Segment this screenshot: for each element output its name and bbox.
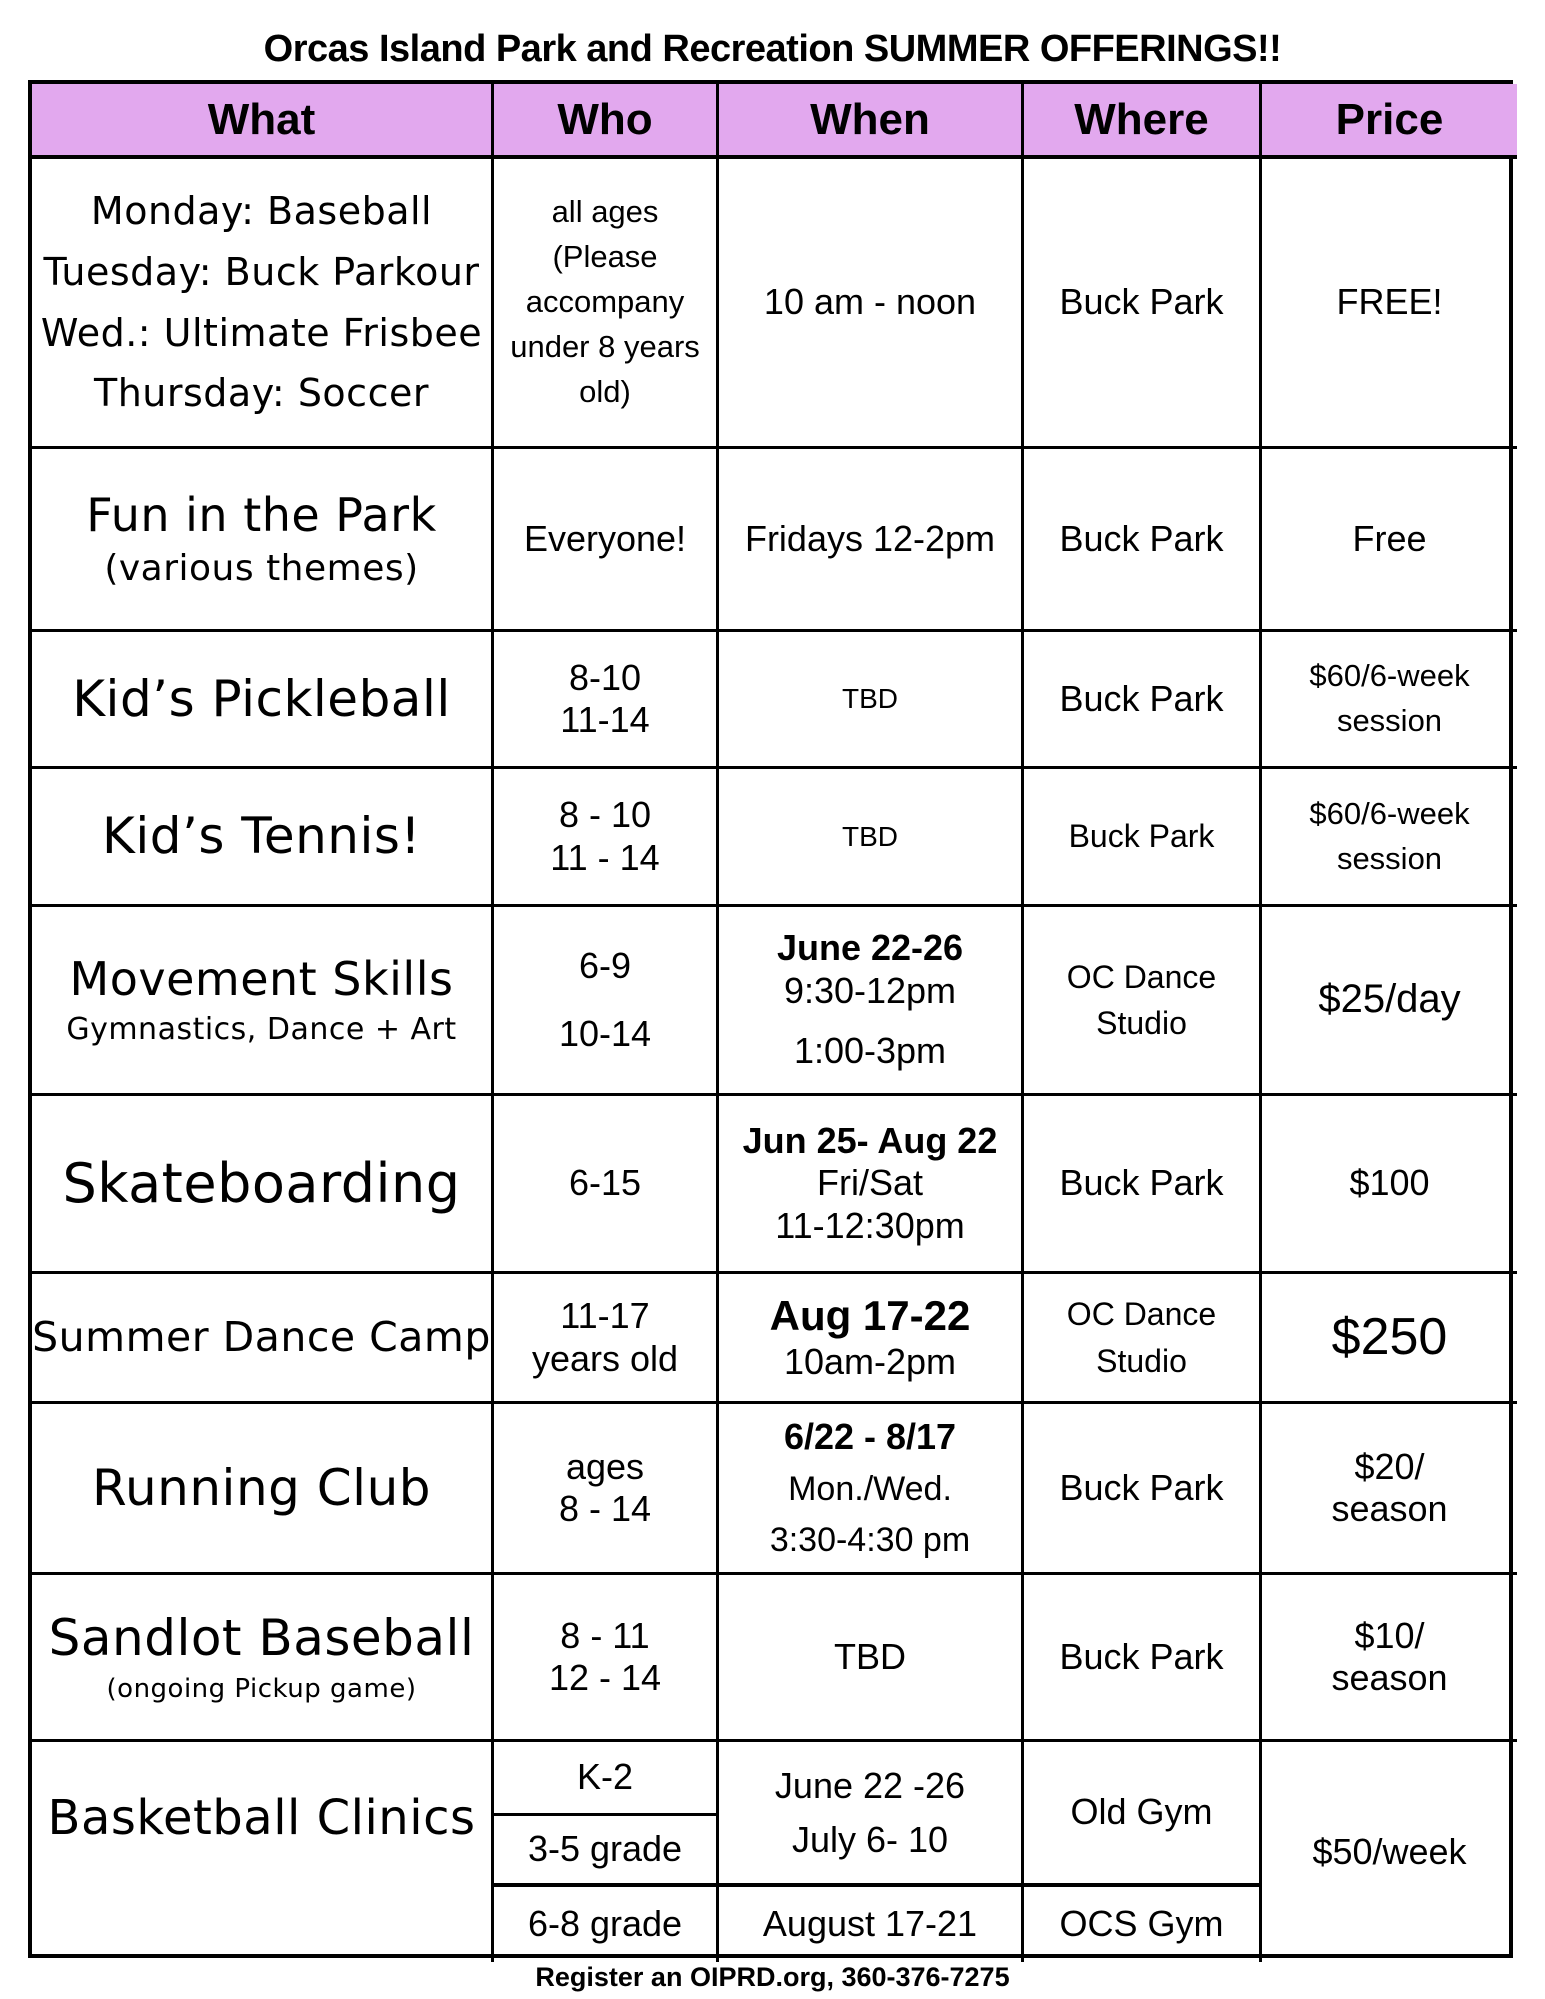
who-cell [494,907,719,1096]
price-line: $250 [1331,1307,1448,1366]
column-header-what: What [32,84,494,159]
where-line: OC Dance [1066,958,1217,995]
who-line: under 8 years [510,328,700,364]
table-row-weekly-sports-what [32,159,494,449]
table-row-dance-camp-what [32,1274,494,1404]
activity-name: Kid’s Pickleball [72,669,451,728]
price-cell [1262,632,1517,769]
when-line: TBD [842,820,898,852]
who-line: 11-17 [560,1295,650,1337]
offerings-table [28,80,1513,1958]
price-cell [1262,907,1517,1096]
activity-name: Fun in the Park [86,487,437,542]
where-cell: Buck Park [1024,1404,1262,1575]
who-cell [494,449,719,632]
where-line: OC Dance [1066,1296,1217,1333]
activity-name: Kid’s Tennis! [102,807,421,865]
price-line: $25/day [1318,977,1461,1022]
price-line: season [1331,1488,1448,1529]
who-cell-6-8: 6-8 grade [494,1887,719,1962]
price-line: Free [1352,517,1427,559]
where-cell [1024,907,1262,1096]
where-cell: Buck Park [1024,769,1262,907]
where-cell: Buck Park [1024,1575,1262,1742]
table-row-basketball-what [32,1742,494,1962]
when-cell [719,1742,1024,1887]
where-cell: Old Gym [1024,1742,1262,1887]
when-cell [719,769,1024,907]
who-cell [494,1404,719,1575]
who-line: old) [579,373,631,409]
price-line: $60/6-week [1309,658,1470,694]
where-cell: Buck Park [1024,632,1262,769]
table-row-sandlot-what [32,1575,494,1742]
who-line: years old [531,1337,679,1379]
who-cell [494,1274,719,1404]
when-cell: August 17-21 [719,1887,1024,1962]
column-header-price: Price [1262,84,1517,159]
who-line: 12 - 14 [548,1657,662,1698]
column-header-where: Where [1024,84,1262,159]
when-line: TBD [842,683,898,715]
when-cell [719,907,1024,1096]
price-line: $60/6-week [1309,795,1470,831]
price-cell: $50/week [1312,1830,1467,1872]
page-title: Orcas Island Park and Recreation SUMMER OFFERINGS!! [263,28,1282,70]
who-line: Everyone! [523,517,687,559]
who-cell [494,159,719,449]
price-cell [1262,1274,1517,1404]
when-line: June 22 -26 [774,1764,966,1806]
table-row-movement-skills-what [32,907,494,1096]
when-cell [719,449,1024,632]
price-line: $20/ [1354,1445,1425,1487]
who-line: 11-14 [560,699,650,740]
who-line: 10-14 [558,1013,652,1054]
table-row-running-club-what [32,1404,494,1575]
where-cell [1024,1274,1262,1404]
where-cell: Buck Park [1024,1096,1262,1274]
activity-name: Sandlot Baseball [48,1609,475,1668]
column-header-who: Who [494,84,719,159]
who-cell [494,1575,719,1742]
column-header-when: When [719,84,1024,159]
price-line: FREE! [1336,281,1443,323]
price-cell [1262,769,1517,907]
when-date: Jun 25- Aug 22 [742,1119,998,1161]
activity-subtitle: (ongoing Pickup game) [106,1674,417,1705]
when-date: Aug 17-22 [769,1292,971,1340]
who-line: 8-10 [568,656,642,698]
when-cell [719,1404,1024,1575]
price-line: session [1336,840,1443,876]
who-line: (Please [552,239,658,275]
activity-subtitle: (various themes) [104,547,419,589]
price-line: $100 [1349,1162,1430,1204]
who-cell [494,1096,719,1274]
when-line: TBD [834,1635,906,1677]
table-row-skateboarding-what [32,1096,494,1274]
when-cell [719,159,1024,449]
when-line: Fridays 12-2pm [744,517,996,559]
activity-name: Basketball Clinics [47,1790,476,1846]
when-line: Fri/Sat [816,1162,923,1204]
price-line: season [1331,1657,1448,1698]
when-cell [719,632,1024,769]
when-line: 9:30-12pm [783,969,957,1011]
when-date: June 22-26 [776,927,964,969]
when-line: July 6- 10 [791,1818,949,1860]
price-cell [1262,449,1517,632]
register-footer: Register an OIPRD.org, 360-376-7275 [535,1962,1010,1992]
price-cell [1262,1404,1517,1575]
when-line: 1:00-3pm [793,1030,947,1072]
activity-name: Skateboarding [62,1151,461,1215]
price-line: session [1336,703,1443,738]
activity-subtitle: Gymnastics, Dance + Art [66,1012,457,1048]
who-line: 6-15 [568,1162,642,1204]
when-cell [719,1274,1024,1404]
when-line: 10am-2pm [783,1341,957,1383]
when-line: 10 am - noon [763,281,977,323]
price-cell [1262,1575,1517,1742]
who-cell-k2: K-2 [494,1742,719,1816]
table-row-pickleball-what [32,632,494,769]
activity-line: Wed.: Ultimate Frisbee [40,310,483,355]
who-cell-3-5: 3-5 grade [494,1816,719,1887]
where-cell: Buck Park [1024,159,1262,449]
when-line: Mon./Wed. [788,1470,952,1508]
activity-name: Summer Dance Camp [32,1313,491,1362]
who-line: accompany [525,284,685,320]
where-line: Studio [1096,1342,1187,1379]
price-cell [1262,1096,1517,1274]
who-line: 8 - 14 [558,1488,652,1529]
activity-name: Movement Skills [69,952,454,1007]
where-line: Studio [1096,1005,1187,1041]
when-line: 3:30-4:30 pm [769,1521,971,1559]
price-cell [1262,159,1517,449]
who-line: 6-9 [578,944,632,986]
activity-line: Thursday: Soccer [94,371,429,416]
activity-name: Running Club [91,1458,431,1517]
who-line: ages [565,1445,645,1487]
who-cell [494,769,719,907]
table-row-tennis-what [32,769,494,907]
who-cell [494,632,719,769]
when-line: 11-12:30pm [775,1204,965,1246]
where-cell: Buck Park [1024,449,1262,632]
where-cell: OCS Gym [1024,1887,1262,1962]
when-cell [719,1575,1024,1742]
who-line: 8 - 10 [558,794,652,836]
when-cell [719,1096,1024,1274]
who-line: 11 - 14 [550,836,660,878]
when-date: 6/22 - 8/17 [783,1416,957,1457]
who-line: 8 - 11 [560,1614,650,1656]
who-line: all ages [551,194,659,230]
activity-line: Monday: Baseball [90,188,433,233]
price-line: $10/ [1354,1614,1425,1656]
table-row-fun-in-the-park-what [32,449,494,632]
activity-line: Tuesday: Buck Parkour [43,249,480,294]
